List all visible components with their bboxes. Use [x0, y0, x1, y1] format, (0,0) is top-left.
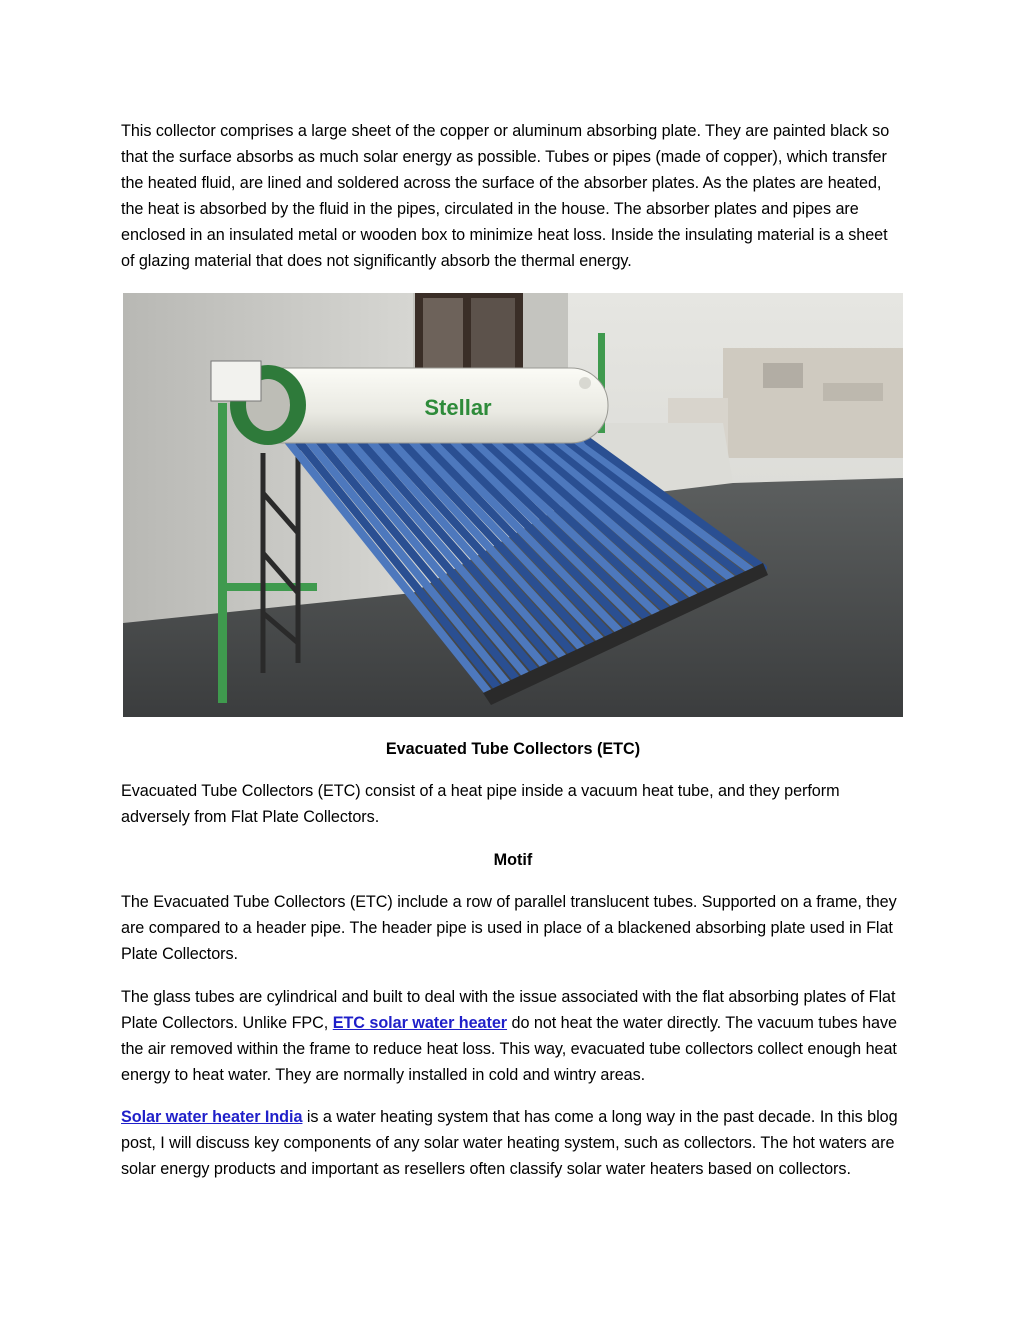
glass-tubes-paragraph: [121, 984, 905, 1088]
glass-text-after: do not heat the water directly. The vacuum tubes have the air removed within the frame to reduce heat loss. This way, evacuated tube collectors collect enough heat energy to heat water. They are normally installed in cold and wintry areas.: [121, 1014, 897, 1084]
india-text-after: is a water heating system that has come a long way in the past decade. In this blog post, I will discuss key components of any solar water heating system, such as collectors. The hot waters are solar energy products and important as resellers often classify solar water heaters based on collectors.: [121, 1108, 898, 1178]
solar-water-heater-india-link[interactable]: Solar water heater India: [121, 1108, 303, 1126]
etc-solar-water-heater-link[interactable]: ETC solar water heater: [332, 1014, 508, 1032]
caption-motif: Motif: [493, 851, 533, 869]
intro-paragraph: This collector comprises a large sheet of the copper or aluminum absorbing plate. They are painted black so that the surface absorbs as much solar energy as possible. Tubes or pipes (made of copper), which transfer the heated fluid, are lined and soldered across the surface of the absorber plates. As the plates are heated, the heat is absorbed by the fluid in the pipes, circulated in the house. The absorber plates and pipes are enclosed in an insulated metal or wooden box to minimize heat loss. Inside the insulating material is a sheet of glazing material that does not significantly absorb the thermal energy.: [121, 122, 890, 270]
etc-paragraph: Evacuated Tube Collectors (ETC) consist of a heat pipe inside a vacuum heat tube, and they perform adversely from Flat Plate Collectors.: [121, 782, 840, 826]
tank-logo-text: Stellar: [424, 395, 492, 420]
glass-text-before: The glass tubes are cylindrical and built to deal with the issue associated with the flat absorbing plates of Flat Plate Collectors. Unlike FPC,: [121, 988, 896, 1032]
solar-water-heater-photo: [123, 293, 903, 717]
caption-evacuated-tube-collectors: Evacuated Tube Collectors (ETC): [385, 740, 641, 758]
india-paragraph: [121, 1104, 905, 1182]
motif-paragraph: The Evacuated Tube Collectors (ETC) include a row of parallel translucent tubes. Supported on a frame, they are compared to a header pipe. The header pipe is used in place of a blackened absorbing plate used in Flat Plate Collectors.: [121, 893, 897, 963]
